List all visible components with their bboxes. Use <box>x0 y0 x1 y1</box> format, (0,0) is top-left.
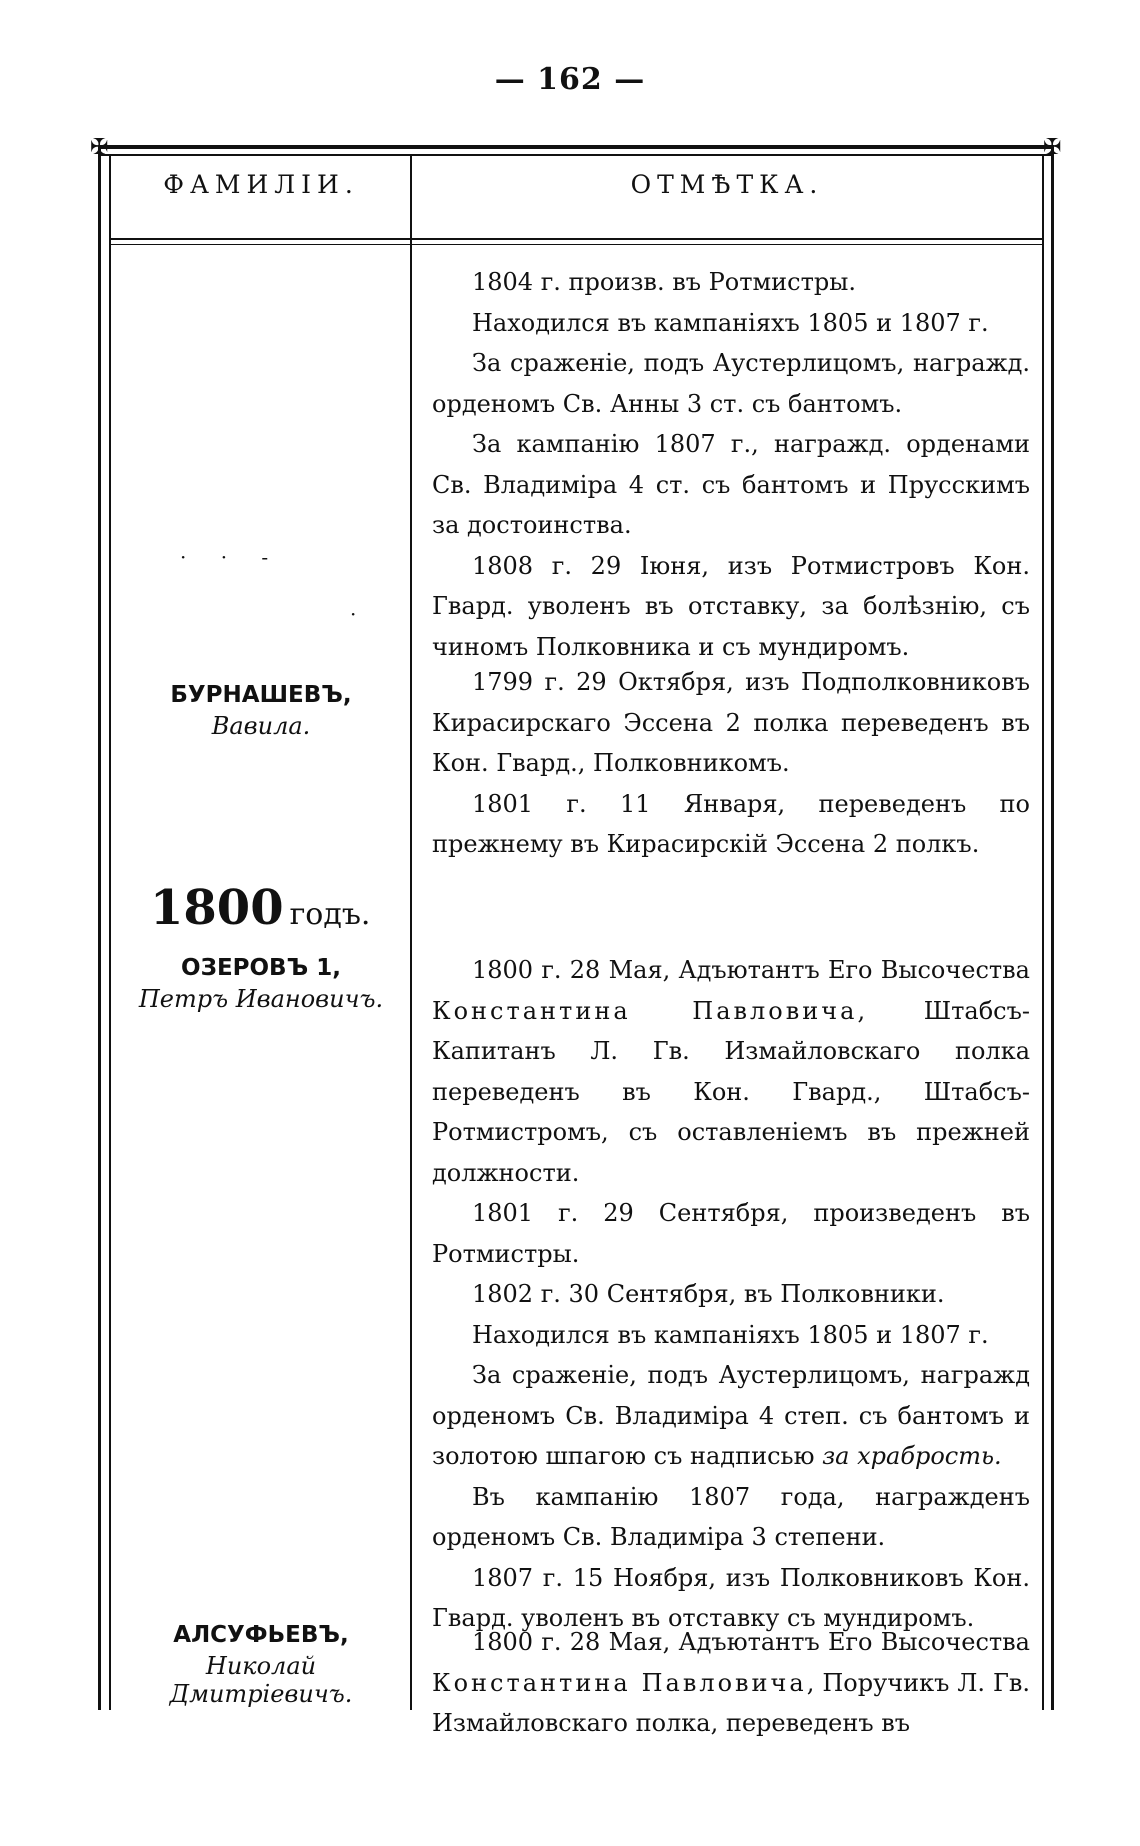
table-right-border <box>1051 145 1054 1710</box>
person-burnashev <box>112 682 410 740</box>
note-text: 1800 г. 28 Мая, Адъютантъ Его Высочества <box>472 1628 1030 1656</box>
table-top-rule-thin <box>98 154 1053 156</box>
given-name: Петръ Ивановичъ. <box>138 985 384 1013</box>
decorative-dots: · · - <box>180 545 283 569</box>
surname: АЛСУФЬЕВЪ, <box>173 1622 349 1648</box>
note-entry: Находился въ кампаніяхъ 1805 и 1807 г. <box>472 1320 989 1349</box>
note-entry: За кампанію 1807 г., награжд. орденами Св. Владиміра 4 ст. съ бантомъ и Прусскимъ за достоинства. <box>432 430 1030 539</box>
note-text: , Штабсъ-Капитанъ Л. Гв. Измайловскаго полка переведенъ въ Кон. Гвард., Штабсъ-Ротмистромъ, съ оставленіемъ въ прежней должности. <box>432 996 1030 1187</box>
notes-burnashev <box>432 662 1030 865</box>
note-entry: 1807 г. 15 Ноября, изъ Полковниковъ Кон. Гвард. уволенъ въ отставку съ мундиромъ. <box>432 1563 1030 1632</box>
note-entry: 1801 г. 11 Января, переведенъ по прежнему въ Кирасирскій Эссена 2 полкъ. <box>432 789 1030 858</box>
note-entry: За сраженіе, подъ Аустерлицомъ, награжд. орденомъ Св. Анны 3 ст. съ бантомъ. <box>432 349 1030 418</box>
decorative-dot: · <box>350 602 371 626</box>
person-alsufyev <box>112 1622 410 1708</box>
note-entry: Въ кампанію 1807 года, награжденъ орденомъ Св. Владиміра 3 степени. <box>432 1482 1030 1551</box>
column-header-surnames: ФАМИЛІИ. <box>163 170 359 199</box>
table-left-border <box>98 145 101 1710</box>
note-entry <box>432 950 1030 1193</box>
note-text: , Поручикъ Л. Гв. Измайловскаго полка, переведенъ въ <box>432 1668 1030 1737</box>
year-number: 1800 <box>150 880 284 936</box>
given-name: Николай Дмитріевичъ. <box>169 1652 353 1708</box>
note-entry <box>432 1355 1030 1477</box>
header-bottom-rule <box>110 238 1043 240</box>
given-name: Вавила. <box>211 712 311 740</box>
inscription-text: за храбрость. <box>822 1442 1002 1470</box>
notes-continued <box>432 262 1030 667</box>
page-number: — 162 — <box>494 62 646 97</box>
table-right-inner-border <box>1042 156 1044 1710</box>
note-text: 1800 г. 28 Мая, Адъютантъ Его Высочества <box>472 956 1030 984</box>
grand-duke-name: Константина Павловича <box>432 996 858 1025</box>
column-header-notes: ОТМѢТКА. <box>630 170 824 199</box>
year-word: годъ. <box>289 897 371 932</box>
corner-ornament-icon: ✠ <box>1043 135 1062 160</box>
surname: БУРНАШЕВЪ, <box>170 682 352 708</box>
table-left-inner-border <box>109 156 111 1710</box>
note-text: За сраженіе, подъ Аустерлицомъ, награжд орденомъ Св. Владиміра 4 степ. съ бантомъ и золотою шпагою съ надписью <box>432 1361 1030 1470</box>
column-divider <box>410 156 412 1710</box>
surname: ОЗЕРОВЪ 1, <box>181 955 341 981</box>
note-entry: 1801 г. 29 Сентября, произведенъ въ Ротмистры. <box>432 1199 1030 1268</box>
person-ozerov <box>112 955 410 1013</box>
note-entry: 1799 г. 29 Октября, изъ Подполковниковъ Кирасирскаго Эссена 2 полка переведенъ въ Кон. Гвард., Полковникомъ. <box>432 668 1030 777</box>
note-entry: 1802 г. 30 Сентября, въ Полковники. <box>472 1280 945 1308</box>
notes-ozerov <box>432 950 1030 1639</box>
grand-duke-name: Константина Павловича <box>432 1668 807 1697</box>
corner-ornament-icon: ✠ <box>90 135 109 160</box>
table-top-rule <box>98 145 1053 149</box>
note-entry <box>432 1622 1030 1744</box>
note-entry: Находился въ кампаніяхъ 1805 и 1807 г. <box>472 308 989 337</box>
notes-alsufyev <box>432 1622 1030 1744</box>
note-entry: 1804 г. произв. въ Ротмистры. <box>472 268 856 296</box>
year-heading <box>150 880 370 936</box>
note-entry: 1808 г. 29 Іюня, изъ Ротмистровъ Кон. Гвард. уволенъ въ отставку, за болѣзнію, съ чиномъ Полковника и съ мундиромъ. <box>432 551 1030 661</box>
header-bottom-rule-thin <box>110 244 1043 245</box>
